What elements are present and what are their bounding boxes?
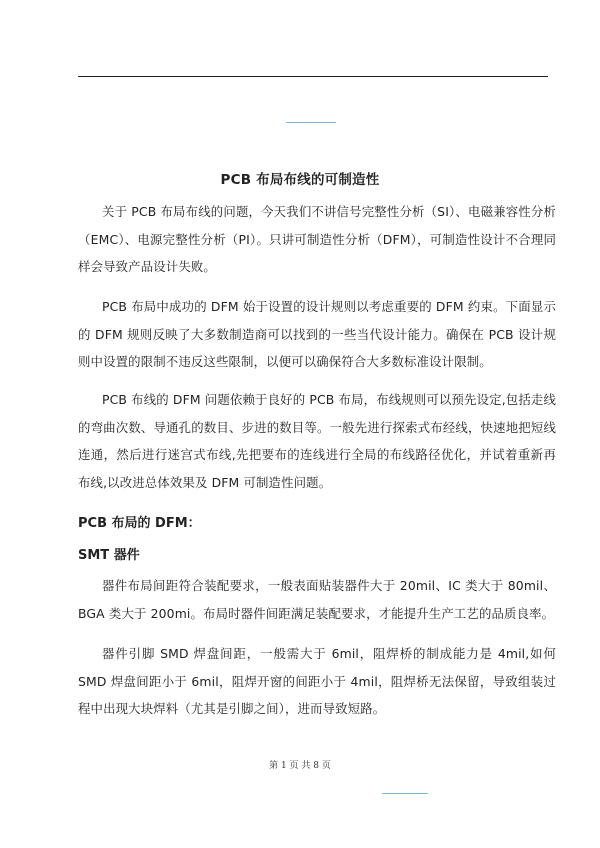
document-title: PCB 布局布线的可制造性 (220, 172, 380, 188)
routing-paragraph: PCB 布线的 DFM 问题依赖于良好的 PCB 布局，布线规则可以预先设定,包括走线的弯曲次数、导通孔的数目、步进的数目等。一般先进行探索式布经线，快速地把短线连通，然后进行迷宫式布线,先把要布的连线进行全局的布线路径优化，并试着重新再布线,以改进总体效果及 DFM 可制造性问题。 (78, 392, 556, 490)
pad-spacing-paragraph: 器件引脚 SMD 焊盘间距，一般需大于 6mil，阻焊桥的制成能力是 4mil,如何 SMD 焊盘间距小于 6mil，阻焊开窗的间距小于 4mil，阻焊桥无法保留，导致组装过程中出现大块焊料（尤其是引脚之间），进而导致短路。 (78, 646, 556, 716)
header-accent-line (286, 122, 336, 123)
footer-accent-line (382, 793, 428, 794)
dfm-rules-paragraph: PCB 布局中成功的 DFM 始于设置的设计规则以考虑重要的 DFM 约束。下面显示的 DFM 规则反映了大多数制造商可以找到的一些当代设计能力。确保在 PCB 设计规则中设置的限制不违反这些限制，以便可以确保符合大多数标准设计限制。 (78, 299, 556, 369)
section-heading: PCB 布局的 DFM： (78, 516, 201, 531)
page-number: 第 1 页 共 8 页 (269, 761, 331, 771)
subsection-heading: SMT 器件 (78, 548, 140, 563)
intro-paragraph: 关于 PCB 布局布线的问题，今天我们不讲信号完整性分析（SI）、电磁兼容性分析（EMC）、电源完整性分析（PI）。只讲可制造性分析（DFM），可制造性设计不合理同样会导致产品设计失败。 (78, 204, 556, 274)
header-rule (78, 76, 548, 77)
component-spacing-paragraph: 器件布局间距符合装配要求，一般表面贴装器件大于 20mil、IC 类大于 80mil、BGA 类大于 200mi。布局时器件间距满足装配要求，才能提升生产工艺的品质良率。 (78, 578, 556, 621)
